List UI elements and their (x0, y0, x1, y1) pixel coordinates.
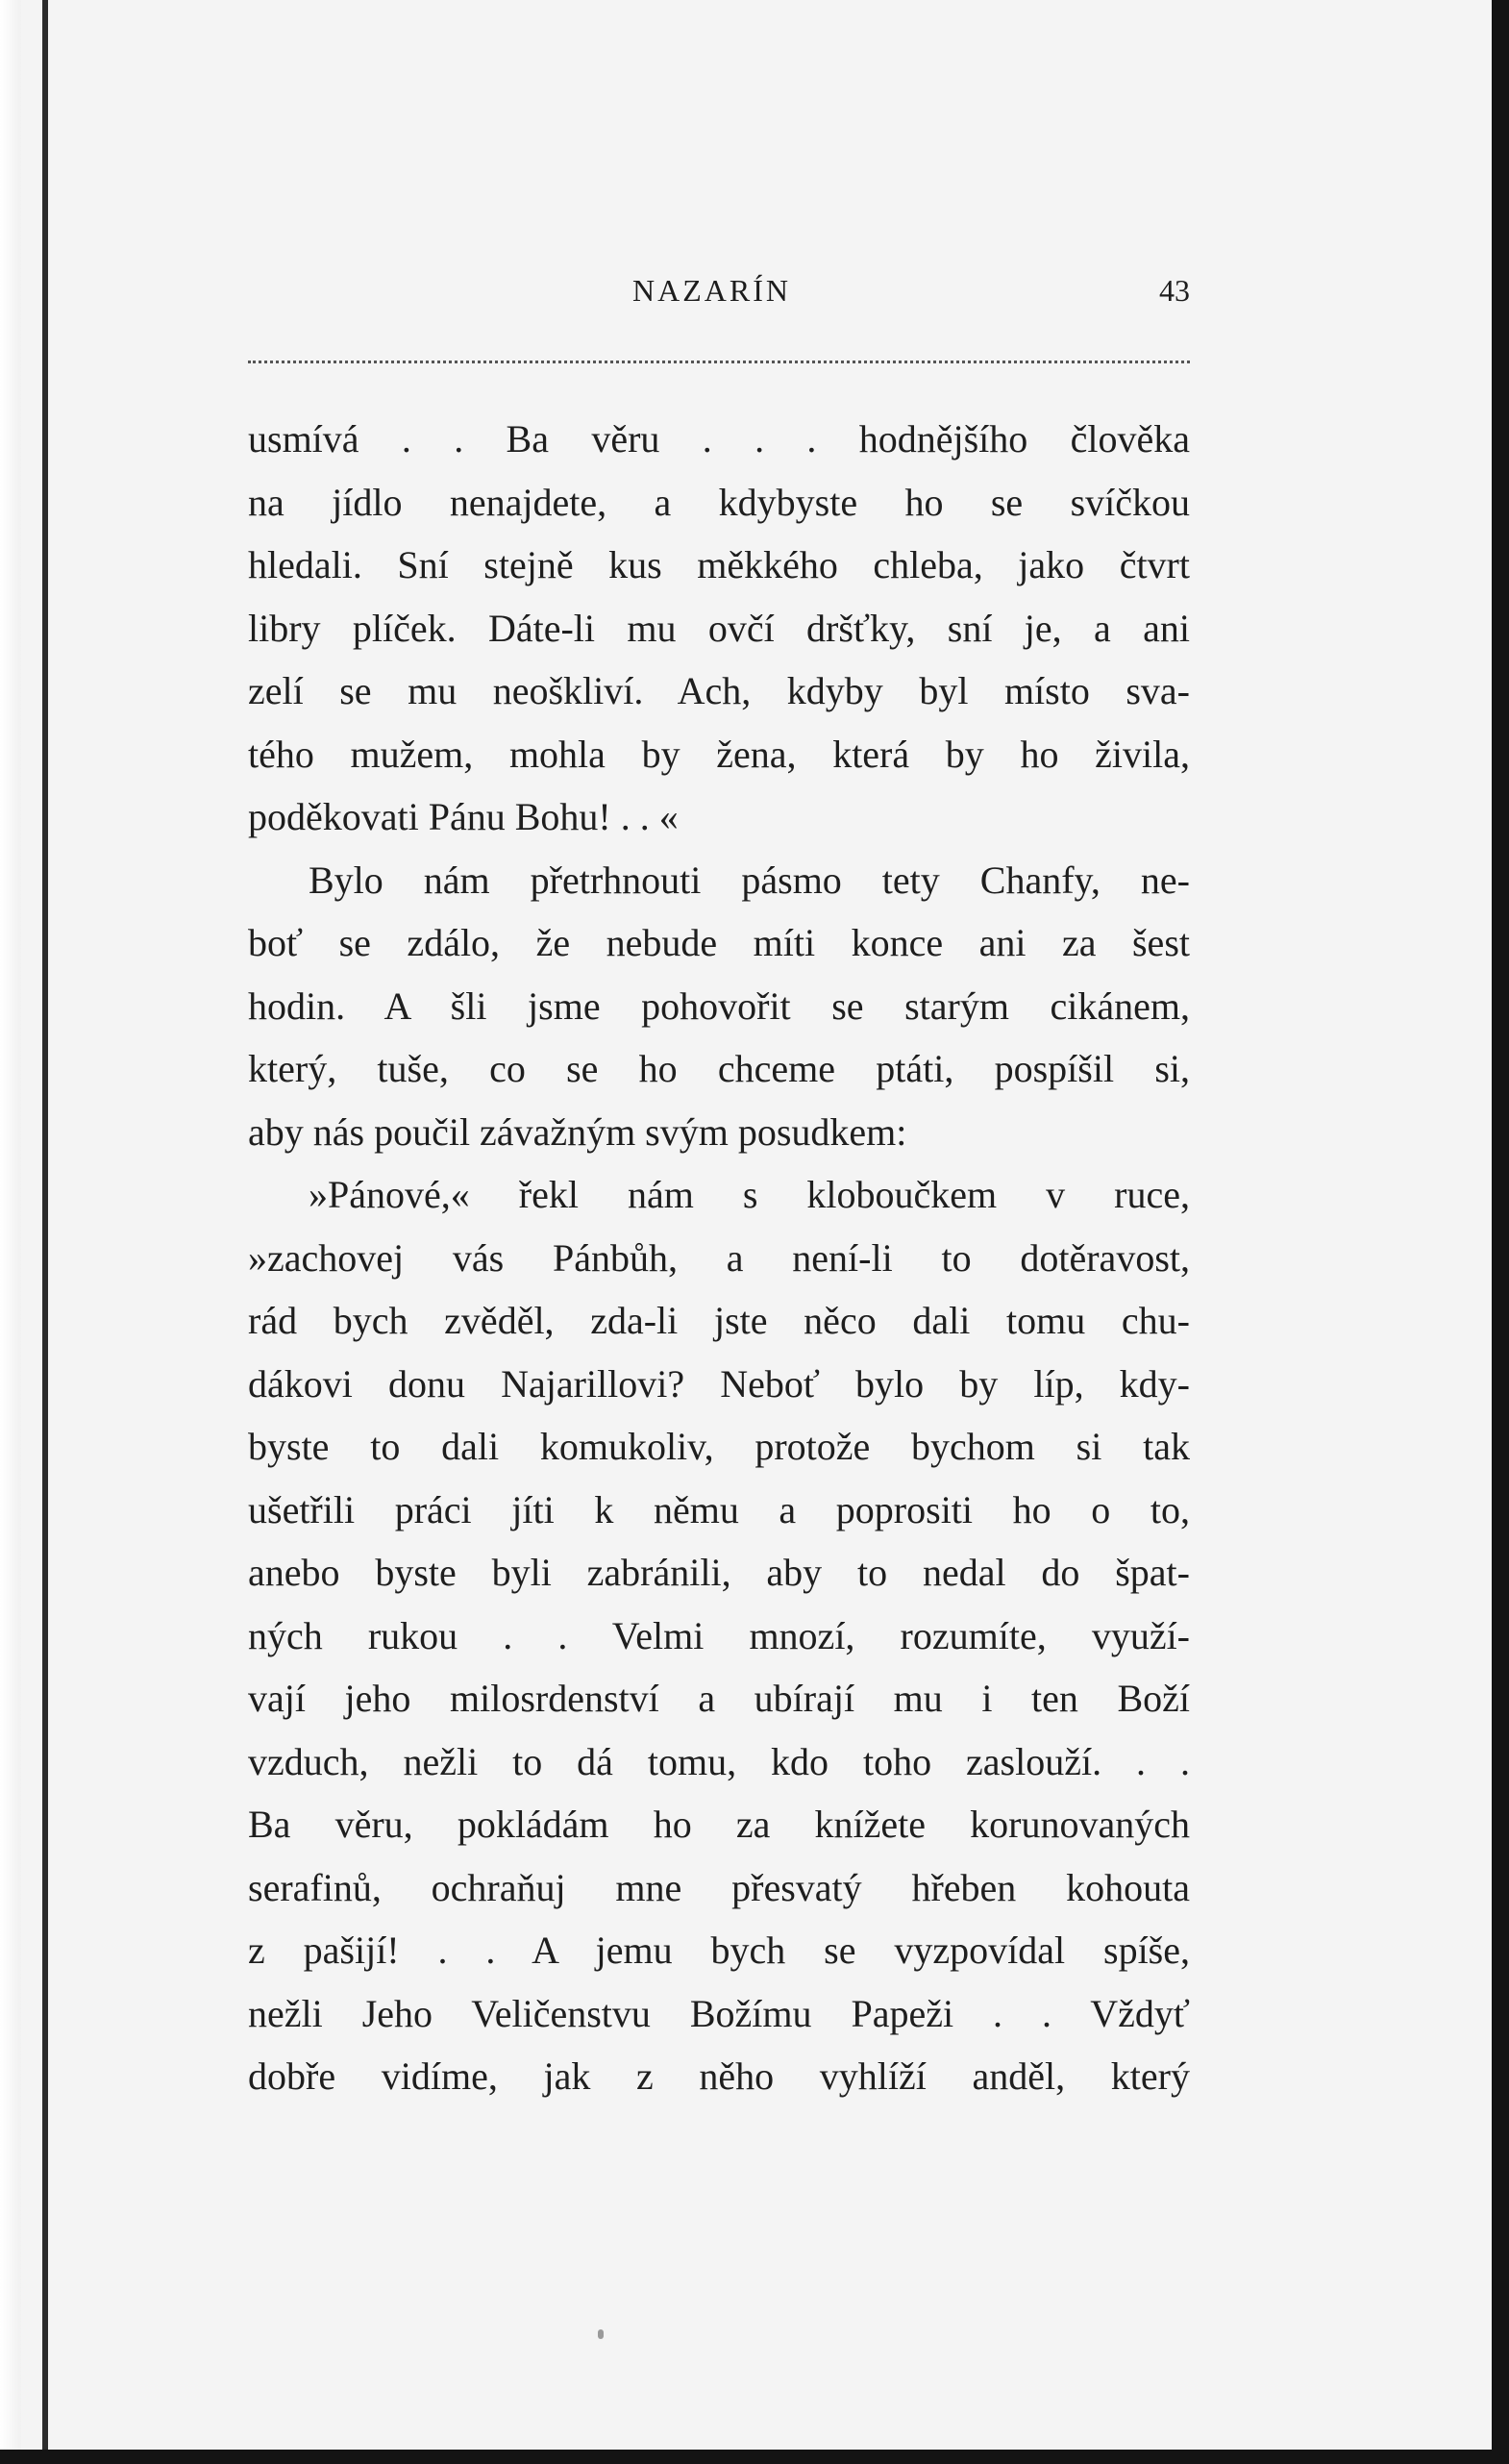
text-line: tého mužem, mohla by žena, která by ho živila, (248, 732, 1190, 776)
page-header (248, 273, 1190, 315)
text-line: »Pánové,« řekl nám s kloboučkem v ruce, (309, 1173, 1190, 1216)
text-line: hledali. Sní stejně kus měkkého chleba, jako čtvrt (248, 543, 1190, 586)
text-line: boť se zdálo, že nebude míti konce ani za šest (248, 921, 1190, 964)
text-line: Ba věru, pokládám ho za knížete korunovaných (248, 1803, 1190, 1846)
running-title: NAZARÍN (632, 273, 791, 308)
text-line: byste to dali komukoliv, protože bychom si tak (248, 1425, 1190, 1468)
text-line: nežli Jeho Veličenstvu Božímu Papeži . . Vždyť (248, 1991, 1190, 2035)
text-line: usmívá . . Ba věru . . . hodnějšího člověka (248, 417, 1190, 460)
text-line: hodin. A šli jsme pohovořit se starým cikánem, (248, 983, 1190, 1028)
text-line: rád bych zvěděl, zda-li jste něco dali tomu chu- (248, 1299, 1190, 1342)
text-line: aby nás poučil závažným svým posudkem: (248, 1109, 907, 1154)
header-rule (248, 361, 1190, 363)
text-line: zelí se mu neoškliví. Ach, kdyby byl místo sva- (248, 669, 1190, 712)
text-line: ných rukou . . Velmi mnozí, rozumíte, využí- (248, 1613, 1190, 1657)
scan-edge-right (1492, 0, 1509, 2464)
text-line: serafinů, ochraňuj mne přesvatý hřeben kohouta (248, 1865, 1190, 1909)
text-line: ušetřili práci jíti k němu a poprositi ho o to, (248, 1487, 1190, 1531)
body-text (248, 408, 1190, 2108)
scan-edge-bottom (0, 2450, 1509, 2464)
text-line: libry plíček. Dáte-li mu ovčí dršťky, sní je, a ani (248, 606, 1190, 650)
text-line: vají jeho milosrdenství a ubírají mu i ten Boží (248, 1677, 1190, 1720)
text-line: z pašijí! . . A jemu bych se vyzpovídal spíše, (248, 1929, 1190, 1972)
page-number: 43 (1159, 273, 1190, 308)
page-binding (0, 0, 21, 2450)
text-line: vzduch, nežli to dá tomu, kdo toho zaslouží. . . (248, 1739, 1190, 1783)
binding-shadow-line (42, 0, 48, 2450)
text-line: Bylo nám přetrhnouti pásmo tety Chanfy, ne- (309, 858, 1190, 902)
text-line: dákovi donu Najarillovi? Neboť bylo by líp, kdy- (248, 1361, 1190, 1406)
text-line: anebo byste byli zabránili, aby to nedal do špat- (248, 1551, 1190, 1594)
text-line: na jídlo nenajdete, a kdybyste ho se svíčkou (248, 480, 1190, 524)
text-line: dobře vidíme, jak z něho vyhlíží anděl, který (248, 2054, 1190, 2098)
text-line: poděkovati Pánu Bohu! . . « (248, 795, 679, 838)
text-line: který, tuše, co se ho chceme ptáti, pospíšil si, (248, 1047, 1190, 1090)
ink-speck (598, 2329, 604, 2339)
text-line: »zachovej vás Pánbůh, a není-li to dotěravost, (248, 1235, 1190, 1280)
